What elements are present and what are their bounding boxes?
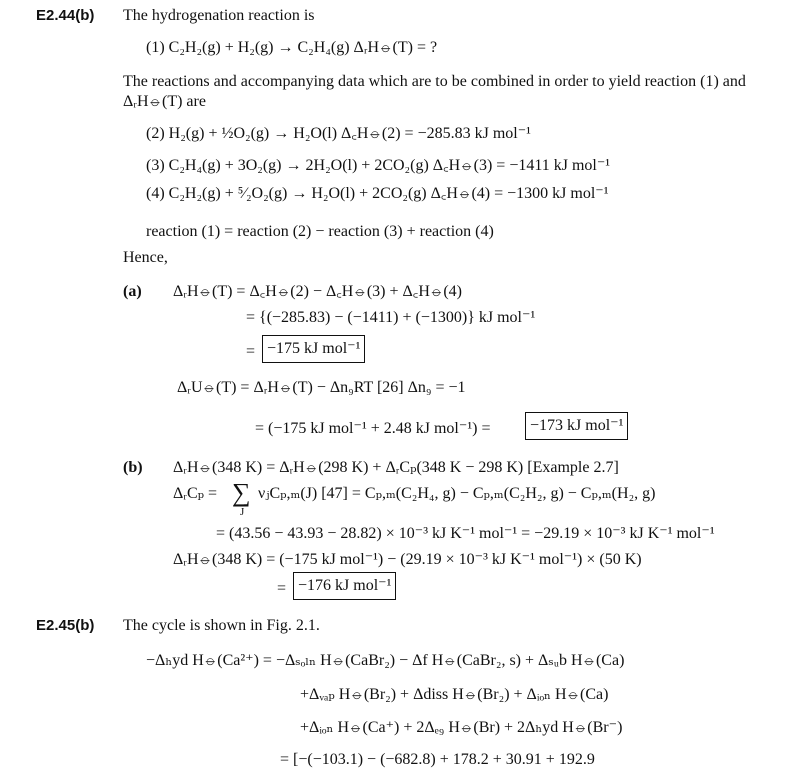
result-box-enthalpy-348: −176 kJ mol⁻¹ — [293, 572, 396, 600]
equals-sign-a3: = — [246, 343, 256, 360]
equals-sign-b5: = — [277, 580, 287, 597]
cycle-equation-1: −Δₕyd H⦵(Ca²⁺) = −Δₛₒₗₙ H⦵(CaBr₂) − Δf H⦵(CaBr₂, s) + Δₛᵤb H⦵(Ca) — [146, 652, 625, 669]
result-box-enthalpy: −175 kJ mol⁻¹ — [262, 335, 365, 363]
section-label-e244: E2.44(b) — [36, 7, 95, 24]
intro-text: The hydrogenation reaction is — [123, 7, 315, 24]
cycle-equation-2: +Δᵥₐₚ H⦵(Br₂) + Δdiss H⦵(Br₂) + Δᵢₒₙ H⦵(Ca) — [300, 686, 609, 703]
section-label-e245: E2.45(b) — [36, 617, 95, 634]
internal-energy-equation-1: ΔᵣU⦵(T) = ΔᵣH⦵(T) − Δn₉RT [26] Δn₉ = −1 — [177, 379, 466, 396]
reaction-2: (2) H₂(g) + ½O₂(g) → H₂O(l) Δ꜀H⦵(2) = −285.83 kJ mol⁻¹ — [146, 125, 531, 142]
explanation-text: The reactions and accompanying data which are to be combined in order to yield reaction (1) and — [123, 73, 746, 90]
result-box-internal-energy: −173 kJ mol⁻¹ — [525, 412, 628, 440]
internal-energy-equation-2: = (−175 kJ mol⁻¹ + 2.48 kJ mol⁻¹) = — [255, 420, 491, 437]
kirchhoff-equation: ΔᵣH⦵(348 K) = ΔᵣH⦵(298 K) + ΔᵣCₚ(348 K − 298 K) [Example 2.7] — [173, 459, 619, 476]
summation-index: J — [240, 506, 245, 518]
part-b-label: (b) — [123, 459, 143, 476]
reaction-4: (4) C₂H₂(g) + ⁵⁄₂O₂(g) → H₂O(l) + 2CO₂(g) Δ꜀H⦵(4) = −1300 kJ mol⁻¹ — [146, 185, 609, 202]
explanation-text-cont: ΔᵣH⦵(T) are — [123, 93, 206, 110]
reaction-1: (1) C₂H₂(g) + H₂(g) → C₂H₄(g) ΔᵣH⦵(T) = ? — [146, 39, 438, 56]
cycle-text: The cycle is shown in Fig. 2.1. — [123, 617, 320, 634]
summation-symbol: ∑ — [232, 478, 251, 507]
reaction-3: (3) C₂H₄(g) + 3O₂(g) → 2H₂O(l) + 2CO₂(g) Δ꜀H⦵(3) = −1411 kJ mol⁻¹ — [146, 157, 611, 174]
heat-capacity-value: = (43.56 − 43.93 − 28.82) × 10⁻³ kJ K⁻¹ mol⁻¹ = −29.19 × 10⁻³ kJ K⁻¹ mol⁻¹ — [216, 525, 715, 542]
hence-text: Hence, — [123, 249, 168, 266]
part-a-label: (a) — [123, 283, 142, 300]
enthalpy-equation-a2: = {(−285.83) − (−1411) + (−1300)} kJ mol⁻¹ — [246, 309, 536, 326]
cycle-equation-3: +Δᵢₒₙ H⦵(Ca⁺) + 2Δₑ₉ H⦵(Br) + 2Δₕyd H⦵(Br⁻) — [300, 719, 623, 736]
enthalpy-equation-a1: ΔᵣH⦵(T) = Δ꜀H⦵(2) − Δ꜀H⦵(3) + Δ꜀H⦵(4) — [173, 283, 463, 300]
heat-capacity-rhs: νⱼCₚ,ₘ(J) [47] = Cₚ,ₘ(C₂H₄, g) − Cₚ,ₘ(C₂H₂, g) − Cₚ,ₘ(H₂, g) — [258, 485, 656, 502]
reaction-combination: reaction (1) = reaction (2) − reaction (3) + reaction (4) — [146, 223, 494, 240]
heat-capacity-lhs: ΔᵣCₚ = — [173, 485, 218, 502]
enthalpy-348-equation: ΔᵣH⦵(348 K) = (−175 kJ mol⁻¹) − (29.19 × 10⁻³ kJ K⁻¹ mol⁻¹) × (50 K) — [173, 551, 642, 568]
cycle-equation-4: = [−(−103.1) − (−682.8) + 178.2 + 30.91 + 192.9 — [280, 751, 595, 768]
